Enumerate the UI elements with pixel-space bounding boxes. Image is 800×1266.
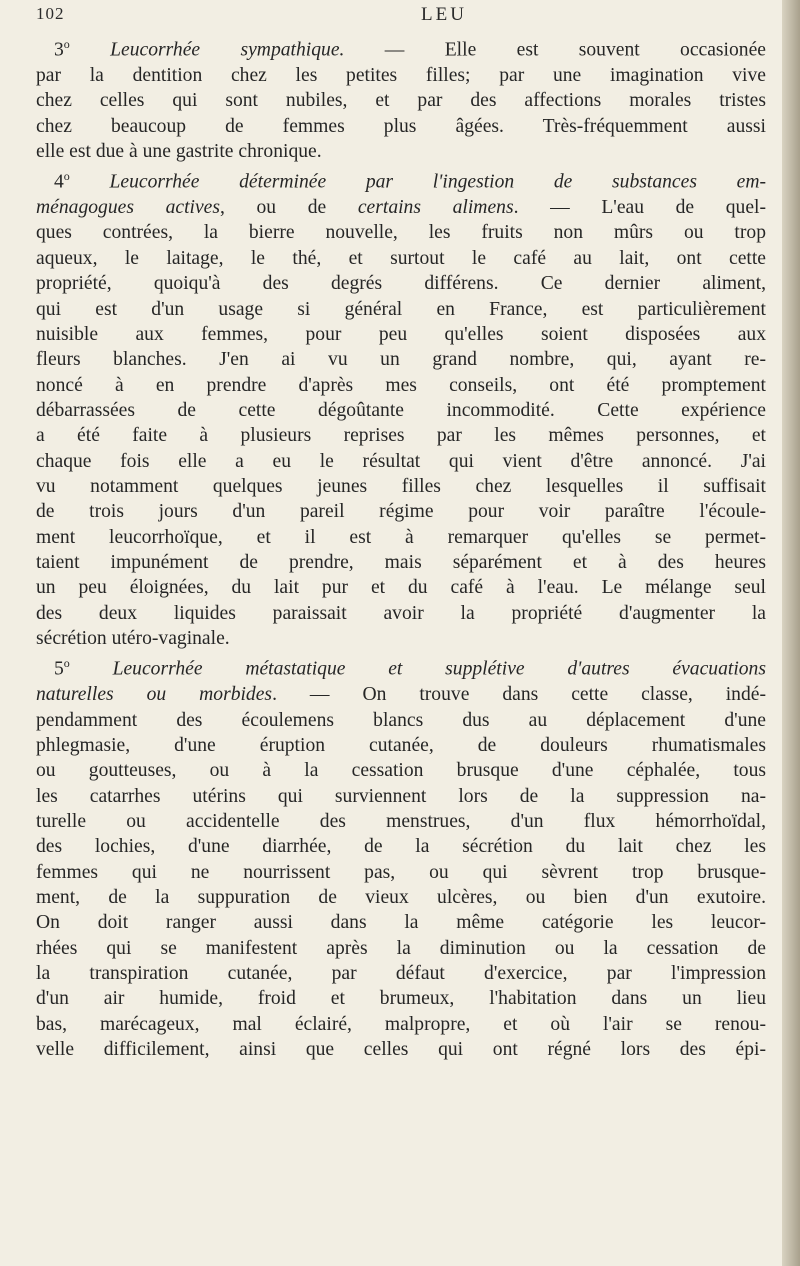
text-line (36, 347, 766, 372)
line-text: On doit ranger aussi dans la même catégorie les leucor- (36, 912, 766, 934)
line-text: qui est d'un usage si général en France, est particulièrement (36, 298, 766, 320)
text-line (36, 575, 766, 600)
text-line (36, 758, 766, 783)
line-text: noncé à en prendre d'après mes conseils, ont été promptement (36, 374, 766, 396)
text-line (36, 682, 766, 707)
page-number: 102 (36, 4, 65, 23)
text-line (36, 373, 766, 398)
line-text: des deux liquides paraissait avoir la propriété d'augmenter la (36, 602, 766, 624)
page-edge (782, 0, 800, 1266)
text-line (36, 449, 766, 474)
line-text: vu notamment quelques jeunes filles chez lesquelles il suffisait (36, 475, 766, 497)
line-text: chaque fois elle a eu le résultat qui vient d'être annoncé. J'ai (36, 450, 766, 472)
line-text: fleurs blanches. J'en ai vu un grand nombre, qui, ayant re- (36, 349, 766, 371)
text-line (36, 708, 766, 733)
section-title: Leucorrhée métastatique et supplétive d'autres évacuations (112, 658, 766, 680)
text-line (36, 139, 766, 164)
text-line (36, 88, 766, 113)
line-text: ment leucorrhoïque, et il est à remarquer qu'elles se permet- (36, 526, 766, 548)
text-line (36, 423, 766, 448)
text-line (36, 474, 766, 499)
text-line (36, 733, 766, 758)
line-text: ou goutteuses, ou à la cessation brusque d'une céphalée, tous (36, 760, 766, 782)
section-title: ménagogues actives (36, 197, 220, 219)
line-text: pendamment des écoulemens blancs dus au déplacement d'une (36, 709, 766, 731)
text-line (36, 910, 766, 935)
body-text (36, 32, 766, 1062)
text-line (36, 220, 766, 245)
line-text: les catarrhes utérins qui surviennent lors de la suppression na- (36, 785, 766, 807)
text-line (36, 164, 766, 195)
ordinal-mark: o (63, 37, 70, 51)
line-text: des lochies, d'une diarrhée, de la sécrétion du lait chez les (36, 836, 766, 858)
line-text: chez beaucoup de femmes plus âgées. Très-fréquemment aussi (36, 115, 766, 137)
line-text: la transpiration cutanée, par défaut d'exercice, par l'impression (36, 962, 766, 984)
line-text: aqueux, le laitage, le thé, et surtout le café au lait, ont cette (36, 247, 766, 269)
line-text: par la dentition chez les petites filles; par une imagination vive (36, 64, 766, 86)
running-head: LEU (421, 4, 467, 25)
text-line (36, 936, 766, 961)
line-text: turelle ou accidentelle des menstrues, d'un flux hémorrhoïdal, (36, 810, 766, 832)
line-text: ment, de la suppuration de vieux ulcères, ou bien d'un exutoire. (36, 886, 766, 908)
text-line (36, 1037, 766, 1062)
ordinal-mark: o (63, 169, 70, 184)
italic-phrase: certains alimens (357, 197, 514, 219)
line-text: rhées qui se manifestent après la diminution ou la cessation de (36, 937, 766, 959)
line-text: . — On trouve dans cette classe, indé- (272, 684, 766, 706)
text-line (36, 1012, 766, 1037)
line-text: femmes qui ne nourrissent pas, ou qui sèvrent trop brusque- (36, 861, 766, 883)
text-line (36, 499, 766, 524)
page-header (36, 4, 766, 32)
line-text: propriété, quoiqu'à des degrés différens. Ce dernier aliment, (36, 273, 766, 295)
text-line (36, 297, 766, 322)
section-number: 4 (54, 171, 64, 193)
text-line (36, 195, 766, 220)
text-line (36, 885, 766, 910)
line-text: bas, marécageux, mal éclairé, malpropre, et où l'air se renou- (36, 1013, 766, 1035)
text-line (36, 626, 766, 651)
line-text: d'un air humide, froid et brumeux, l'habitation dans un lieu (36, 988, 766, 1010)
text-line (36, 986, 766, 1011)
text-line (36, 114, 766, 139)
text-line (36, 784, 766, 809)
line-text: sécrétion utéro-vaginale. (36, 627, 230, 649)
text-line (36, 322, 766, 347)
line-text: a été faite à plusieurs reprises par les mêmes personnes, et (36, 425, 766, 447)
text-line (36, 834, 766, 859)
text-line (36, 271, 766, 296)
section-title: Leucorrhée déterminée par l'ingestion de substances em- (109, 171, 766, 193)
text-line (36, 525, 766, 550)
text-line (36, 550, 766, 575)
section-title: naturelles ou morbides (36, 684, 273, 706)
line-text: — Elle est souvent occasionée (344, 39, 766, 61)
line-text: elle est due à une gastrite chronique. (36, 140, 322, 162)
line-text: taient impunément de prendre, mais séparément et à des heures (36, 551, 766, 573)
section-title: Leucorrhée sympathique. (110, 39, 345, 61)
text-line (36, 809, 766, 834)
line-text: chez celles qui sont nubiles, et par des affections morales tristes (36, 90, 766, 112)
section-number: 5 (54, 658, 64, 680)
text-line (36, 860, 766, 885)
line-text: velle difficilement, ainsi que celles qui ont régné lors des épi- (36, 1039, 766, 1060)
line-text: un peu éloignées, du lait pur et du café à l'eau. Le mélange seul (36, 577, 766, 599)
text-line (36, 398, 766, 423)
line-text: , ou de (219, 197, 358, 219)
line-text: . — L'eau de quel- (513, 197, 767, 219)
ordinal-mark: o (63, 656, 70, 671)
text-line (36, 961, 766, 986)
text-line (36, 246, 766, 271)
text-line (36, 651, 766, 682)
line-text: débarrassées de cette dégoûtante incommodité. Cette expérience (36, 399, 766, 421)
text-line (36, 32, 766, 63)
line-text: nuisible aux femmes, pour peu qu'elles soient disposées aux (36, 323, 766, 345)
line-text: ques contrées, la bierre nouvelle, les fruits non mûrs ou trop (36, 222, 766, 244)
section-number: 3 (54, 39, 64, 61)
text-line (36, 601, 766, 626)
text-line (36, 63, 766, 88)
line-text: phlegmasie, d'une éruption cutanée, de douleurs rhumatismales (36, 734, 766, 756)
line-text: de trois jours d'un pareil régime pour voir paraître l'écoule- (36, 501, 766, 523)
